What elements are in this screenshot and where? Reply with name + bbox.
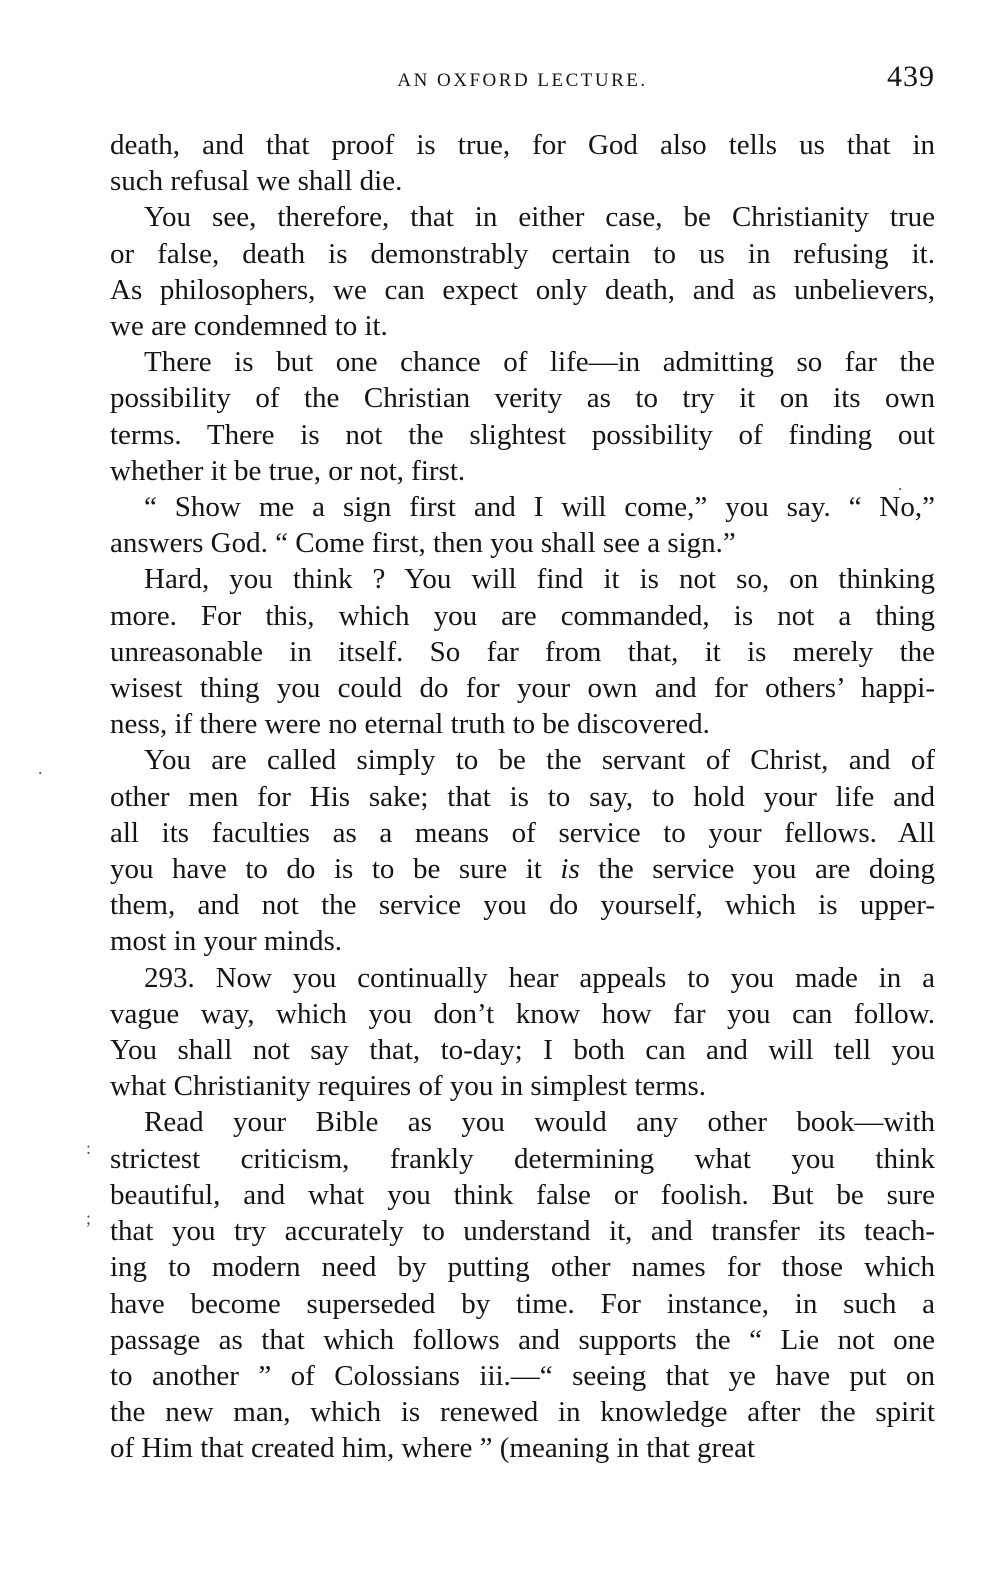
text-line: You are called simply to be the servant of Christ, and of: [144, 744, 935, 777]
text-line: ing to modern need by putting other names for those which: [110, 1251, 935, 1284]
paragraph: [110, 960, 935, 1105]
emphasis: is: [560, 853, 580, 886]
text-line: that you try accurately to understand it, and transfer its teach-: [110, 1215, 935, 1248]
text-line: what Christianity requires of you in simplest terms.: [110, 1070, 707, 1103]
text-line: wisest thing you could do for your own and for others’ happi-: [110, 672, 935, 705]
text-line: all its faculties as a means of service to your fellows. All: [110, 816, 935, 849]
text-line: answers God. “ Come first, then you shall see a sign.”: [110, 527, 736, 560]
margin-mark: .: [898, 474, 903, 494]
text-line: beautiful, and what you think false or foolish. But be sure: [110, 1178, 935, 1211]
text-line: There is but one chance of life—in admitting so far the: [144, 346, 935, 379]
paragraph: [110, 561, 935, 742]
text-line: most in your minds.: [110, 925, 343, 958]
paragraph: [110, 1104, 935, 1466]
text-line: or false, death is demonstrably certain to us in refusing it.: [110, 237, 935, 270]
text-line: such refusal we shall die.: [110, 165, 403, 198]
running-head: AN OXFORD LECTURE.: [397, 70, 648, 91]
text-line: Read your Bible as you would any other book—with: [144, 1106, 935, 1139]
text-line: more. For this, which you are commanded, is not a thing: [110, 599, 935, 632]
text-line: other men for His sake; that is to say, to hold your life and: [110, 780, 935, 813]
text-line: death, and that proof is true, for God also tells us that in: [110, 129, 935, 161]
text-line: You see, therefore, that in either case, be Christianity true: [144, 201, 935, 234]
text-line: them, and not the service you do yourself, which is upper-: [110, 889, 935, 922]
page-header: [110, 60, 935, 100]
body-text: [110, 127, 935, 1467]
text-line: of Him that created him, where ” (meaning in that great: [110, 1432, 755, 1465]
paragraph: [110, 742, 935, 959]
paragraph: [110, 199, 935, 344]
page-number: 439: [887, 60, 935, 93]
text-line: have become superseded by time. For instance, in such a: [110, 1287, 935, 1320]
paragraph: [110, 344, 935, 489]
text-line: terms. There is not the slightest possibility of finding out: [110, 418, 935, 451]
paragraph: [110, 127, 935, 199]
text-line: “ Show me a sign first and I will come,” you say. “ No,”: [144, 491, 935, 524]
text-line: we are condemned to it.: [110, 310, 388, 343]
text-line: Hard, you think ? You will find it is not so, on thinking: [144, 563, 935, 596]
text-line: 293. Now you continually hear appeals to you made in a: [144, 961, 935, 994]
margin-mark: ;: [86, 1208, 92, 1228]
text-line: the new man, which is renewed in knowledge after the spirit: [110, 1396, 935, 1429]
paragraph: [110, 489, 935, 561]
margin-mark: :: [86, 1138, 92, 1158]
text-line: whether it be true, or not, first.: [110, 454, 466, 487]
margin-mark: .: [38, 758, 43, 778]
text-line: passage as that which follows and supports the “ Lie not one: [110, 1323, 935, 1356]
text-line: strictest criticism, frankly determining what you think: [110, 1142, 935, 1175]
text-line: You shall not say that, to-day; I both can and will tell you: [110, 1034, 935, 1067]
text-line: you have to do is to be sure it is the service you are doing: [110, 853, 935, 886]
text-line: unreasonable in itself. So far from that, it is merely the: [110, 635, 935, 668]
text-line: ness, if there were no eternal truth to be discovered.: [110, 708, 710, 741]
text-line: to another ” of Colossians iii.—“ seeing that ye have put on: [110, 1359, 935, 1392]
text-line: vague way, which you don’t know how far you can follow.: [110, 997, 935, 1030]
text-line: As philosophers, we can expect only death, and as unbelievers,: [110, 273, 935, 306]
text-line: possibility of the Christian verity as to try it on its own: [110, 382, 935, 415]
